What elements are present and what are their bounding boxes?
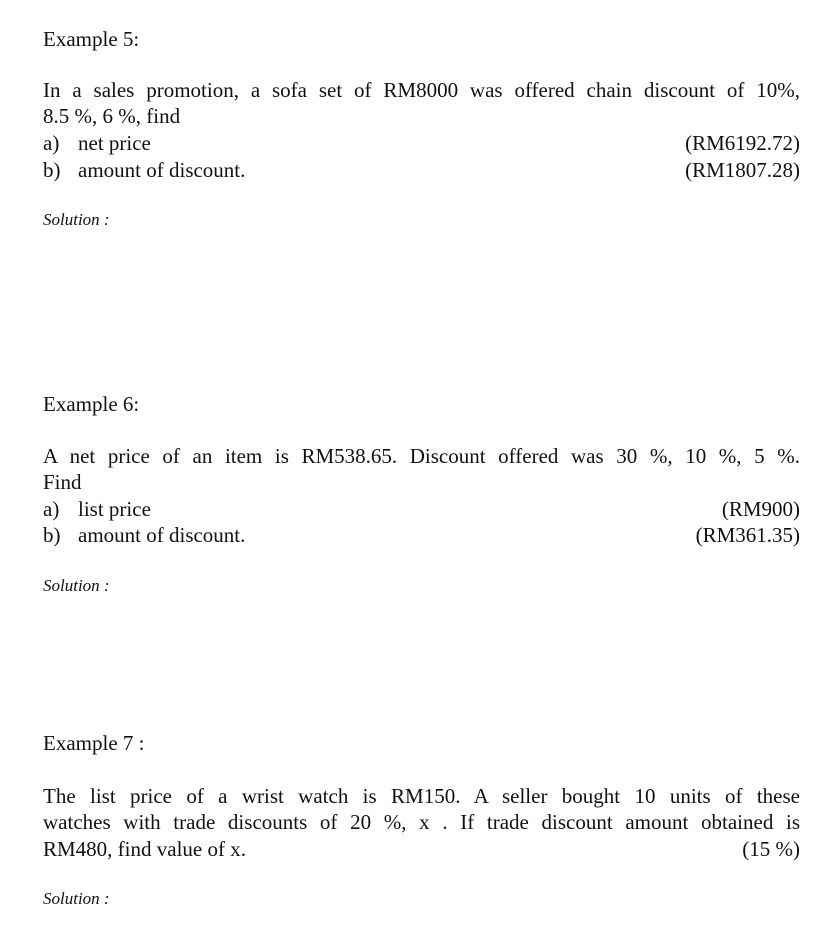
example-6-line-2: Find bbox=[43, 470, 82, 494]
part-answer: (RM6192.72) bbox=[685, 131, 800, 155]
example-7-line-3 bbox=[43, 836, 800, 862]
part-label: b) bbox=[43, 158, 61, 182]
part-text: amount of discount. bbox=[78, 523, 246, 547]
example-6-part-a bbox=[43, 496, 800, 522]
part-label: b) bbox=[43, 523, 61, 547]
part-answer: (RM1807.28) bbox=[685, 158, 800, 182]
line-text: RM480, find value of x. bbox=[43, 837, 246, 861]
example-7-title: Example 7 : bbox=[43, 731, 145, 755]
part-text: net price bbox=[78, 131, 151, 155]
example-7-line-1: The list price of a wrist watch is RM150. A seller bought 10 units of these bbox=[43, 784, 800, 808]
example-5-line-2: 8.5 %, 6 %, find bbox=[43, 104, 181, 128]
part-label: a) bbox=[43, 497, 60, 521]
answer: (15 %) bbox=[742, 837, 800, 861]
example-5-part-b bbox=[43, 157, 800, 183]
part-answer: (RM900) bbox=[721, 497, 800, 521]
part-text: list price bbox=[78, 497, 151, 521]
part-label: a) bbox=[43, 131, 60, 155]
example-5-part-a bbox=[43, 130, 800, 156]
example-6-line-1: A net price of an item is RM538.65. Discount offered was 30 %, 10 %, 5 %. bbox=[43, 444, 800, 468]
example-6-title: Example 6: bbox=[43, 392, 140, 416]
example-5-line-1: In a sales promotion, a sofa set of RM8000 was offered chain discount of 10%, bbox=[43, 78, 800, 102]
part-text: amount of discount. bbox=[78, 158, 246, 182]
example-6-solution-label: Solution : bbox=[43, 576, 110, 595]
example-7-solution-label: Solution : bbox=[43, 889, 110, 908]
example-5-solution-label: Solution : bbox=[43, 210, 110, 229]
example-7-line-2: watches with trade discounts of 20 %, x . If trade discount amount obtained is bbox=[43, 810, 800, 834]
part-answer: (RM361.35) bbox=[695, 523, 800, 547]
example-6-part-b bbox=[43, 522, 800, 548]
example-5-title: Example 5: bbox=[43, 27, 140, 51]
